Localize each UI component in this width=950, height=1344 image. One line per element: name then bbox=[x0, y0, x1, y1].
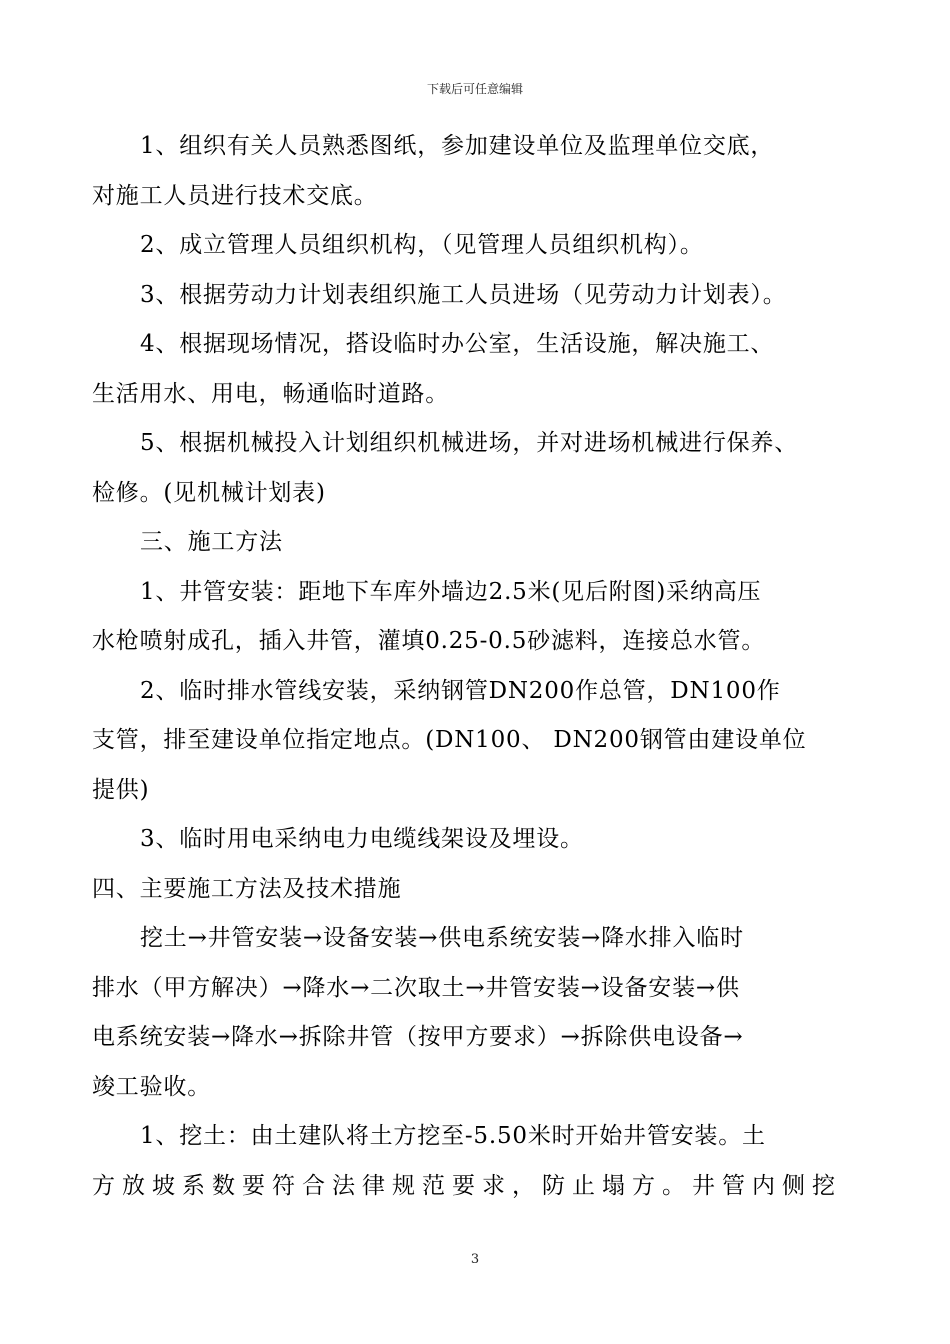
paragraph-line: 竣工验收。 bbox=[92, 1073, 211, 1100]
paragraph-line: 2、成立管理人员组织机构，（见管理人员组织机构）。 bbox=[140, 232, 704, 258]
paragraph-line: 4、根据现场情况，搭设临时办公室，生活设施，解决施工、 bbox=[140, 331, 775, 357]
paragraph-line: 对施工人员进行技术交底。 bbox=[92, 182, 378, 209]
paragraph-line: 生活用水、用电，畅通临时道路。 bbox=[92, 380, 449, 407]
paragraph-line: 3、根据劳动力计划表组织施工人员进场（见劳动力计划表）。 bbox=[140, 281, 787, 308]
paragraph-line: 5、根据机械投入计划组织机械进场，并对进场机械进行保养、 bbox=[140, 430, 799, 456]
paragraph-line: 方放坡系数要符合法律规范要求，防止塌方。井管内侧挖 bbox=[92, 1172, 842, 1199]
paragraph-line: 1、挖土：由土建队将土方挖至-5.50米时开始井管安装。土 bbox=[140, 1123, 766, 1149]
section-heading: 四、主要施工方法及技术措施 bbox=[92, 875, 402, 902]
section-heading: 三、施工方法 bbox=[140, 529, 283, 555]
page-number: 3 bbox=[470, 1252, 480, 1267]
paragraph-line: 3、临时用电采纳电力电缆线架设及埋设。 bbox=[140, 826, 584, 852]
paragraph-line: 支管，排至建设单位指定地点。(DN100、 DN200钢管由建设单位 bbox=[92, 727, 807, 753]
paragraph-line: 检修。(见机械计划表) bbox=[92, 479, 326, 506]
paragraph-line: 电系统安装→降水→拆除井管（按甲方要求）→拆除供电设备→ bbox=[92, 1024, 744, 1050]
paragraph-line: 提供) bbox=[92, 776, 150, 803]
page-header: 下载后可任意编辑 bbox=[426, 82, 523, 96]
paragraph-line: 1、井管安装：距地下车库外墙边2.5米(见后附图)采纳高压 bbox=[140, 578, 762, 605]
paragraph-line: 水枪喷射成孔，插入井管，灌填0.25-0.5砂滤料，连接总水管。 bbox=[92, 628, 766, 654]
paragraph-line: 1、组织有关人员熟悉图纸，参加建设单位及监理单位交底， bbox=[140, 133, 775, 159]
paragraph-line: 排水（甲方解决）→降水→二次取土→井管安装→设备安装→供 bbox=[92, 974, 740, 1001]
paragraph-line: 2、临时排水管线安装，采纳钢管DN200作总管，DN100作 bbox=[140, 677, 781, 704]
document-body bbox=[92, 122, 872, 1211]
paragraph-line: 挖土→井管安装→设备安装→供电系统安装→降水排入临时 bbox=[140, 925, 744, 951]
